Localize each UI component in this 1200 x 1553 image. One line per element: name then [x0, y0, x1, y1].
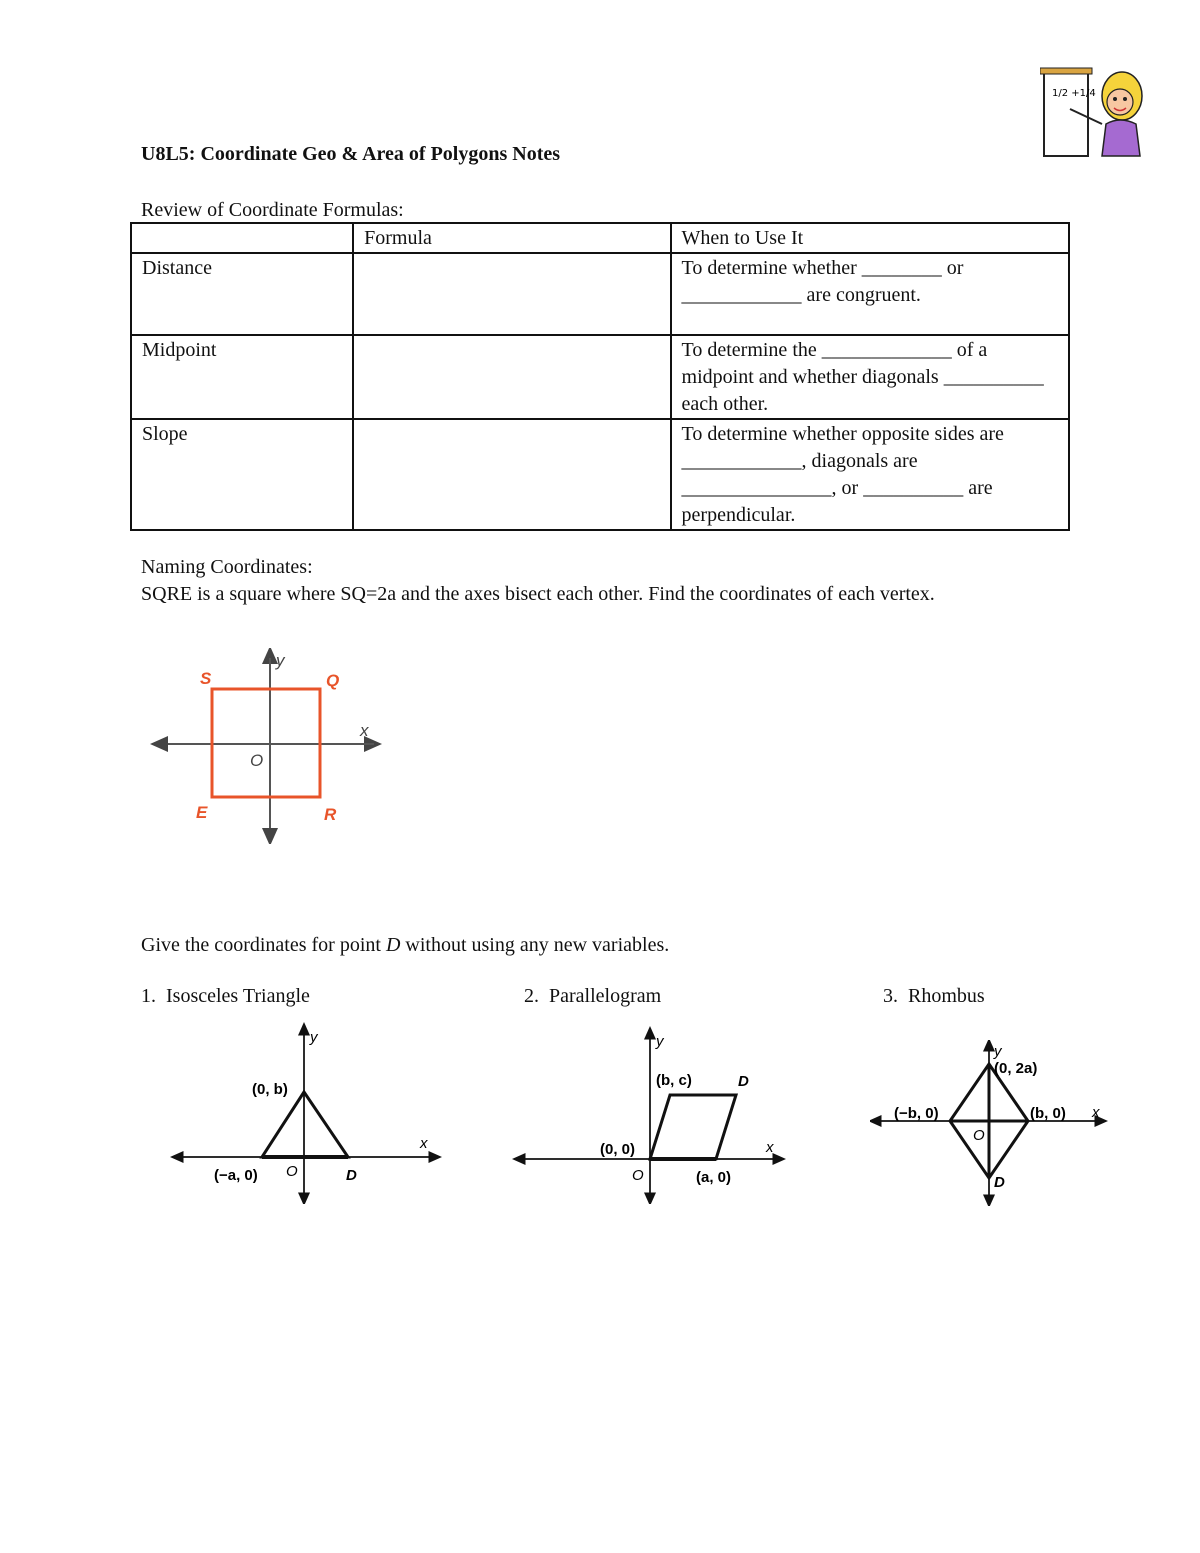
- vertex-top-label: (0, 2a): [994, 1060, 1038, 1077]
- problem-1-number: 1.: [141, 985, 156, 1007]
- naming-heading: Naming Coordinates:: [141, 556, 313, 578]
- origin-coordinate-label: (0, 0): [600, 1141, 636, 1158]
- point-d-prompt-start: Give the coordinates for point: [141, 934, 386, 956]
- point-d-label: D: [346, 1167, 357, 1184]
- header-cell-blank: [131, 223, 353, 253]
- vertex-r-label: R: [324, 805, 337, 824]
- table-row: [131, 335, 1069, 419]
- row-formula-midpoint: [353, 335, 670, 419]
- page-title: U8L5: Coordinate Geo & Area of Polygons Notes: [141, 143, 561, 165]
- x-axis-label: x: [766, 1139, 774, 1156]
- row-name-midpoint: Midpoint: [131, 335, 353, 419]
- header-cell-formula: Formula: [353, 223, 670, 253]
- review-heading: Review of Coordinate Formulas:: [141, 199, 404, 221]
- row-name-distance: Distance: [131, 253, 353, 335]
- square-sqre-diagram: [150, 648, 390, 844]
- problem-3-number: 3.: [883, 985, 898, 1007]
- parallelogram-shape: [650, 1095, 736, 1159]
- parallelogram-diagram: [512, 1026, 788, 1204]
- row-formula-distance: [353, 253, 670, 335]
- x-axis-label: x: [360, 721, 369, 740]
- vertex-top-label: (b, c): [656, 1072, 692, 1089]
- row-when-midpoint: To determine the _____________ of a midpoint and whether diagonals __________ each other.: [671, 335, 1069, 419]
- problem-2-label: [524, 983, 661, 1010]
- triangle-shape: [262, 1092, 348, 1157]
- vertex-s-label: S: [200, 669, 212, 688]
- point-d-prompt-end: without using any new variables.: [400, 934, 670, 956]
- vertex-right-label: (a, 0): [696, 1169, 732, 1186]
- y-axis-label: y: [994, 1043, 1002, 1060]
- table-row: [131, 419, 1069, 530]
- header-cell-when: When to Use It: [671, 223, 1069, 253]
- origin-label: O: [632, 1167, 644, 1184]
- problem-2-title: Parallelogram: [549, 985, 662, 1007]
- row-when-slope: To determine whether opposite sides are ____________, diagonals are _______________, or __________ are perpendicular.: [671, 419, 1069, 530]
- formulas-table: [130, 222, 1070, 531]
- vertex-q-label: Q: [326, 671, 340, 690]
- point-d-prompt: [141, 932, 669, 959]
- origin-label: O: [973, 1127, 985, 1144]
- vertex-right-label: (b, 0): [1030, 1105, 1066, 1122]
- row-formula-slope: [353, 419, 670, 530]
- y-axis-label: y: [310, 1029, 318, 1046]
- point-d-label: D: [994, 1174, 1005, 1191]
- problem-3-label: [883, 983, 985, 1010]
- vertex-e-label: E: [196, 803, 208, 822]
- x-axis-label: x: [420, 1135, 428, 1152]
- origin-label: O: [250, 751, 264, 770]
- problem-1-title: Isosceles Triangle: [166, 985, 310, 1007]
- vertex-top-label: (0, b): [252, 1081, 288, 1098]
- vertex-left-label: (−a, 0): [214, 1167, 258, 1184]
- problem-1-label: [141, 983, 310, 1010]
- y-axis-label: y: [656, 1033, 664, 1050]
- isosceles-triangle-diagram: [170, 1022, 450, 1204]
- board-fraction-text: 1/2 +1/4: [1052, 88, 1096, 99]
- vertex-left-label: (−b, 0): [894, 1105, 939, 1122]
- point-d-variable: D: [385, 934, 401, 956]
- table-header-row: [131, 223, 1069, 253]
- table-row: [131, 253, 1069, 335]
- teacher-clipart-image: [1040, 64, 1150, 160]
- x-axis-label: x: [1092, 1104, 1100, 1121]
- row-when-distance: To determine whether ________ or ____________ are congruent.: [671, 253, 1069, 335]
- origin-label: O: [286, 1163, 298, 1180]
- row-name-slope: Slope: [131, 419, 353, 530]
- point-d-label: D: [738, 1073, 749, 1090]
- y-axis-label: y: [276, 651, 285, 670]
- problem-2-number: 2.: [524, 985, 539, 1007]
- problem-3-title: Rhombus: [908, 985, 985, 1007]
- rhombus-diagram: [870, 1040, 1110, 1206]
- naming-prompt: SQRE is a square where SQ=2a and the axes bisect each other. Find the coordinates of each vertex.: [141, 583, 935, 605]
